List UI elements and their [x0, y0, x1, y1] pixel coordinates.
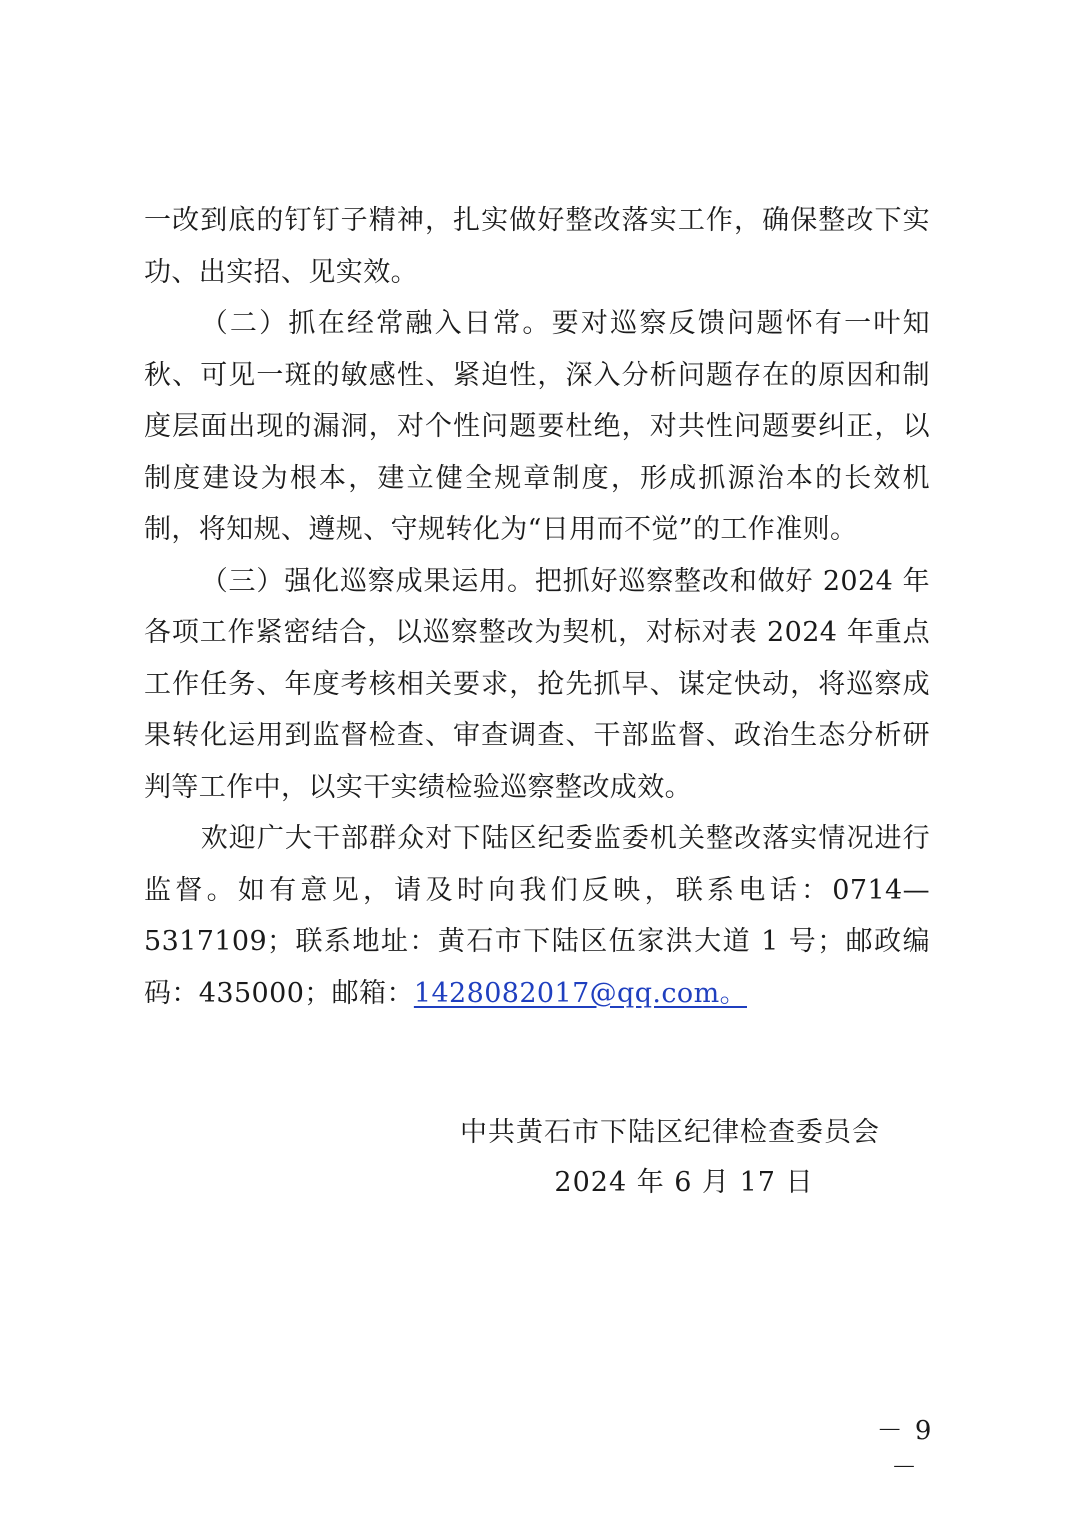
continuation-paragraph: 一改到底的钉钉子精神，扎实做好整改落实工作，确保整改下实功、出实招、见实效。 [144, 205, 930, 288]
document-body [144, 195, 930, 1019]
page-number: － 9 － [876, 1416, 934, 1483]
signature-date: 2024 年 6 月 17 日 [554, 1167, 814, 1198]
section-three-paragraph: （三）强化巡察成果运用。把抓好巡察整改和做好 2024 年各项工作紧密结合，以巡察整改为契机，对标对表 2024 年重点工作任务、年度考核相关要求，抢先抓早、谋定快动，将巡察成果转化运用到监督检查、审查调查、干部监督、政治生态分析研判等工作中，以实干实绩检验巡察整改成效。 [144, 565, 930, 803]
section-two-paragraph: （二）抓在经常融入日常。要对巡察反馈问题怀有一叶知秋、可见一斑的敏感性、紧迫性，深入分析问题存在的原因和制度层面出现的漏洞，对个性问题要杜绝，对共性问题要纠正，以制度建设为根本，建立健全规章制度，形成抓源治本的长效机制，将知规、遵规、守规转化为“日用而不觉”的工作准则。 [144, 308, 930, 545]
contact-paragraph [144, 813, 930, 1019]
signature-block [440, 1108, 900, 1208]
signature-organization: 中共黄石市下陆区纪律检查委员会 [460, 1117, 880, 1148]
email-link[interactable]: 1428082017@qq.com。 [413, 977, 747, 1009]
contact-text: 欢迎广大干部群众对下陆区纪委监委机关整改落实情况进行监督。如有意见，请及时向我们反映，联系电话：0714—5317109；联系地址：黄石市下陆区伍家洪大道 1 号；邮政编码：435000；邮箱： [144, 823, 930, 1009]
